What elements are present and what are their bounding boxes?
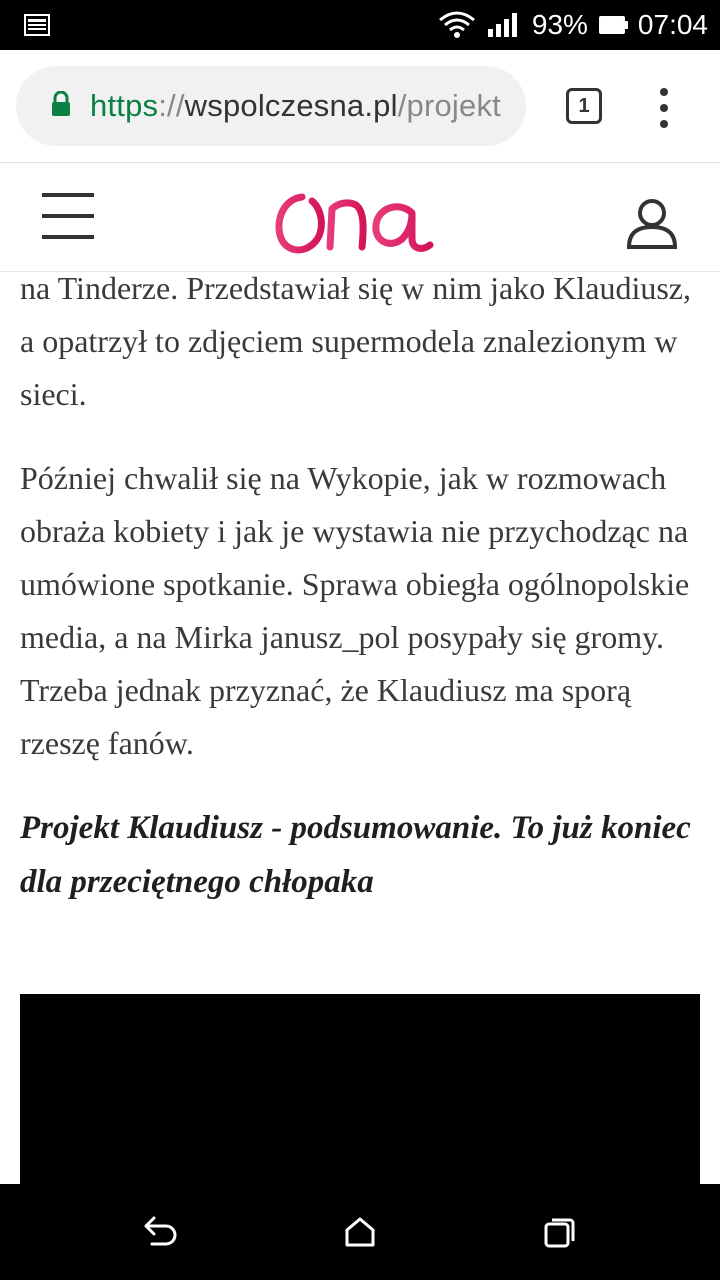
url-path: /projekt — [397, 88, 501, 123]
overflow-menu-icon[interactable] — [654, 88, 674, 128]
site-header — [0, 163, 720, 272]
tab-count: 1 — [578, 94, 590, 117]
recents-icon[interactable] — [544, 1216, 576, 1253]
site-logo[interactable] — [272, 175, 448, 263]
article-paragraph: Później chwalił się na Wykopie, jak w rozmowach obraża kobiety i jak je wystawia nie przychodząc na umówione spotkanie. Sprawa obiegła ogólnopolskie media, a na Mirka janusz_pol posypały się gromy. Trzeba jednak przyznać, że Klaudiusz ma sporą rzeszę fanów. — [20, 460, 690, 761]
url-separator: :// — [158, 88, 185, 123]
signal-icon — [486, 11, 522, 39]
tab-switcher-button[interactable] — [566, 88, 602, 124]
lock-icon[interactable] — [50, 91, 72, 122]
url-scheme: https — [90, 88, 159, 123]
wifi-icon — [438, 10, 476, 40]
browser-toolbar — [0, 50, 720, 163]
clock: 07:04 — [637, 9, 708, 40]
battery-icon — [598, 13, 628, 37]
url-host: wspolczesna.pl — [184, 88, 398, 123]
article-subheading: Projekt Klaudiusz - podsumowanie. To już koniec dla przeciętnego chłopaka — [20, 810, 691, 900]
hamburger-menu-icon[interactable] — [42, 193, 94, 239]
user-account-icon[interactable] — [626, 197, 678, 254]
article-body — [20, 262, 700, 909]
battery-percent: 93% — [531, 9, 588, 40]
home-icon[interactable] — [344, 1216, 376, 1253]
url-text[interactable] — [90, 88, 501, 124]
address-bar[interactable] — [16, 66, 526, 146]
video-player[interactable] — [20, 994, 700, 1194]
back-icon[interactable] — [142, 1216, 178, 1253]
screenshot-icon — [24, 14, 50, 41]
article-paragraph: na Tinderze. Przedstawiał się w nim jako Klaudiusz, a opatrzył to zdjęciem supermodela znalezionym w sieci. — [20, 270, 691, 412]
status-bar — [0, 0, 720, 50]
